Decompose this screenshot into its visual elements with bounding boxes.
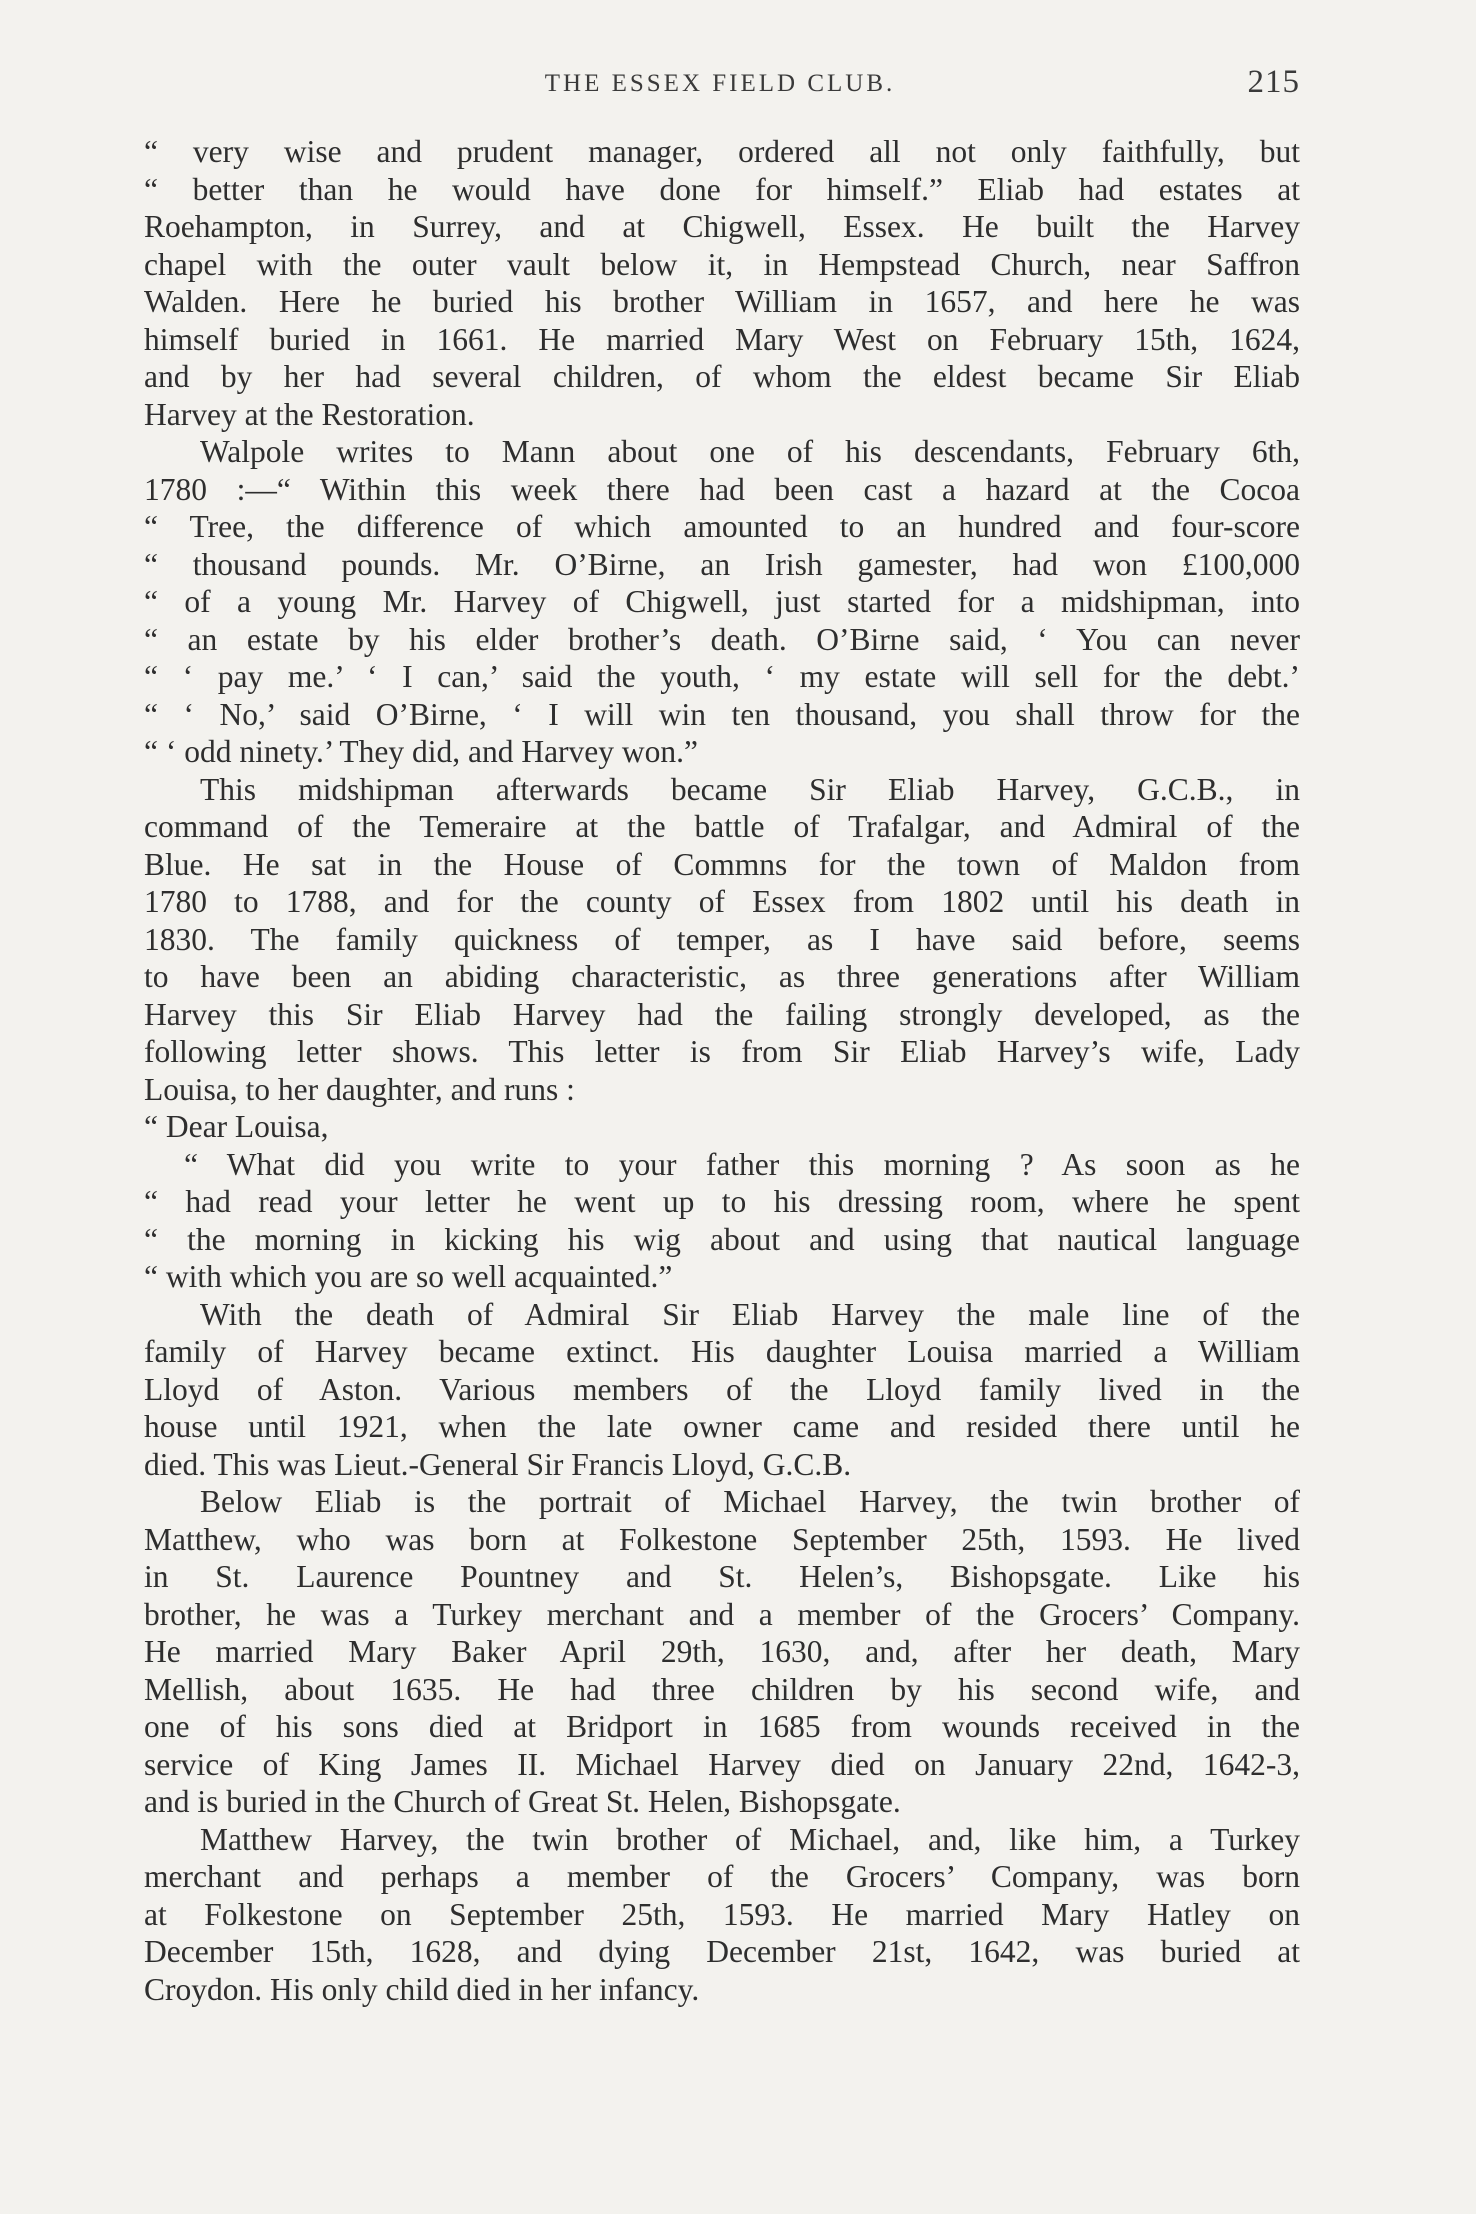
text-line: This midshipman afterwards became Sir Eliab Harvey, G.C.B., in: [200, 771, 1300, 807]
text-line: Matthew, who was born at Folkestone September 25th, 1593. He lived: [144, 1521, 1300, 1557]
text-line: chapel with the outer vault below it, in Hempstead Church, near Saffron: [144, 246, 1300, 282]
text-line: at Folkestone on September 25th, 1593. He married Mary Hatley on: [144, 1896, 1300, 1932]
running-title: THE ESSEX FIELD CLUB.: [544, 70, 896, 97]
text-line: “ ‘ pay me.’ ‘ I can,’ said the youth, ‘ my estate will sell for the debt.’: [144, 659, 1300, 694]
text-line: Harvey at the Restoration.: [144, 396, 475, 432]
text-line: “ thousand pounds. Mr. O’Birne, an Irish gamester, had won £100,000: [144, 546, 1300, 582]
text-line: “ better than he would have done for himself.” Eliab had estates at: [144, 171, 1300, 207]
text-line: “ Dear Louisa,: [144, 1109, 329, 1144]
text-line: Lloyd of Aston. Various members of the Lloyd family lived in the: [144, 1371, 1300, 1407]
text-line: following letter shows. This letter is from Sir Eliab Harvey’s wife, Lady: [144, 1034, 1300, 1069]
text-line: and is buried in the Church of Great St. Helen, Bishopsgate.: [144, 1784, 901, 1819]
text-line: “ ‘ odd ninety.’ They did, and Harvey won.”: [144, 734, 699, 769]
text-line: to have been an abiding characteristic, as three generations after William: [144, 959, 1300, 994]
text-line: Blue. He sat in the House of Commns for the town of Maldon from: [144, 846, 1300, 882]
text-line: “ had read your letter he went up to his dressing room, where he spent: [144, 1184, 1300, 1219]
text-line: Walpole writes to Mann about one of his descendants, February 6th,: [200, 434, 1300, 469]
text-line: December 15th, 1628, and dying December 21st, 1642, was buried at: [144, 1934, 1300, 1969]
text-line: service of King James II. Michael Harvey died on January 22nd, 1642-3,: [144, 1746, 1300, 1782]
text-line: command of the Temeraire at the battle of Trafalgar, and Admiral of the: [144, 809, 1300, 844]
text-line: family of Harvey became extinct. His daughter Louisa married a William: [144, 1334, 1300, 1369]
text-line: one of his sons died at Bridport in 1685 from wounds received in the: [144, 1709, 1300, 1744]
body-text: [144, 133, 1300, 2008]
text-line: “ of a young Mr. Harvey of Chigwell, just started for a midshipman, into: [144, 584, 1300, 619]
text-line: “ very wise and prudent manager, ordered all not only faithfully, but: [144, 134, 1300, 169]
text-line: house until 1921, when the late owner came and resided there until he: [144, 1409, 1300, 1444]
text-line: He married Mary Baker April 29th, 1630, and, after her death, Mary: [144, 1634, 1300, 1669]
text-line: With the death of Admiral Sir Eliab Harvey the male line of the: [200, 1296, 1300, 1332]
text-line: himself buried in 1661. He married Mary West on February 15th, 1624,: [144, 321, 1300, 357]
text-line: 1780 :—“ Within this week there had been cast a hazard at the Cocoa: [144, 471, 1300, 507]
text-line: Roehampton, in Surrey, and at Chigwell, Essex. He built the Harvey: [144, 209, 1300, 244]
text-line: Matthew Harvey, the twin brother of Michael, and, like him, a Turkey: [200, 1821, 1300, 1857]
text-line: brother, he was a Turkey merchant and a member of the Grocers’ Company.: [144, 1596, 1300, 1632]
text-line: Walden. Here he buried his brother William in 1657, and here he was: [144, 284, 1300, 319]
text-line: merchant and perhaps a member of the Grocers’ Company, was born: [144, 1859, 1300, 1894]
text-line: Louisa, to her daughter, and runs :: [144, 1071, 575, 1107]
text-line: “ ‘ No,’ said O’Birne, ‘ I will win ten thousand, you shall throw for the: [144, 696, 1300, 732]
running-head: [140, 64, 1300, 112]
text-line: “ with which you are so well acquainted.”: [144, 1259, 673, 1294]
text-line: 1780 to 1788, and for the county of Essex from 1802 until his death in: [144, 884, 1300, 919]
text-line: 1830. The family quickness of temper, as I have said before, seems: [144, 921, 1300, 957]
text-line: “ Tree, the difference of which amounted to an hundred and four-score: [144, 509, 1300, 544]
text-line: Harvey this Sir Eliab Harvey had the failing strongly developed, as the: [144, 996, 1300, 1032]
text-line: Mellish, about 1635. He had three children by his second wife, and: [144, 1671, 1300, 1707]
text-line: “ the morning in kicking his wig about and using that nautical language: [144, 1221, 1300, 1257]
text-line: in St. Laurence Pountney and St. Helen’s, Bishopsgate. Like his: [144, 1559, 1300, 1594]
text-line: Below Eliab is the portrait of Michael Harvey, the twin brother of: [200, 1484, 1300, 1519]
text-line: Croydon. His only child died in her infancy.: [144, 1971, 700, 2007]
text-line: “ an estate by his elder brother’s death. O’Birne said, ‘ You can never: [144, 621, 1300, 657]
text-line: died. This was Lieut.-General Sir Francis Lloyd, G.C.B.: [144, 1446, 852, 1482]
page-number: 215: [1247, 64, 1300, 100]
text-line: “ What did you write to your father this morning ? As soon as he: [184, 1146, 1300, 1182]
text-line: and by her had several children, of whom the eldest became Sir Eliab: [144, 359, 1300, 394]
